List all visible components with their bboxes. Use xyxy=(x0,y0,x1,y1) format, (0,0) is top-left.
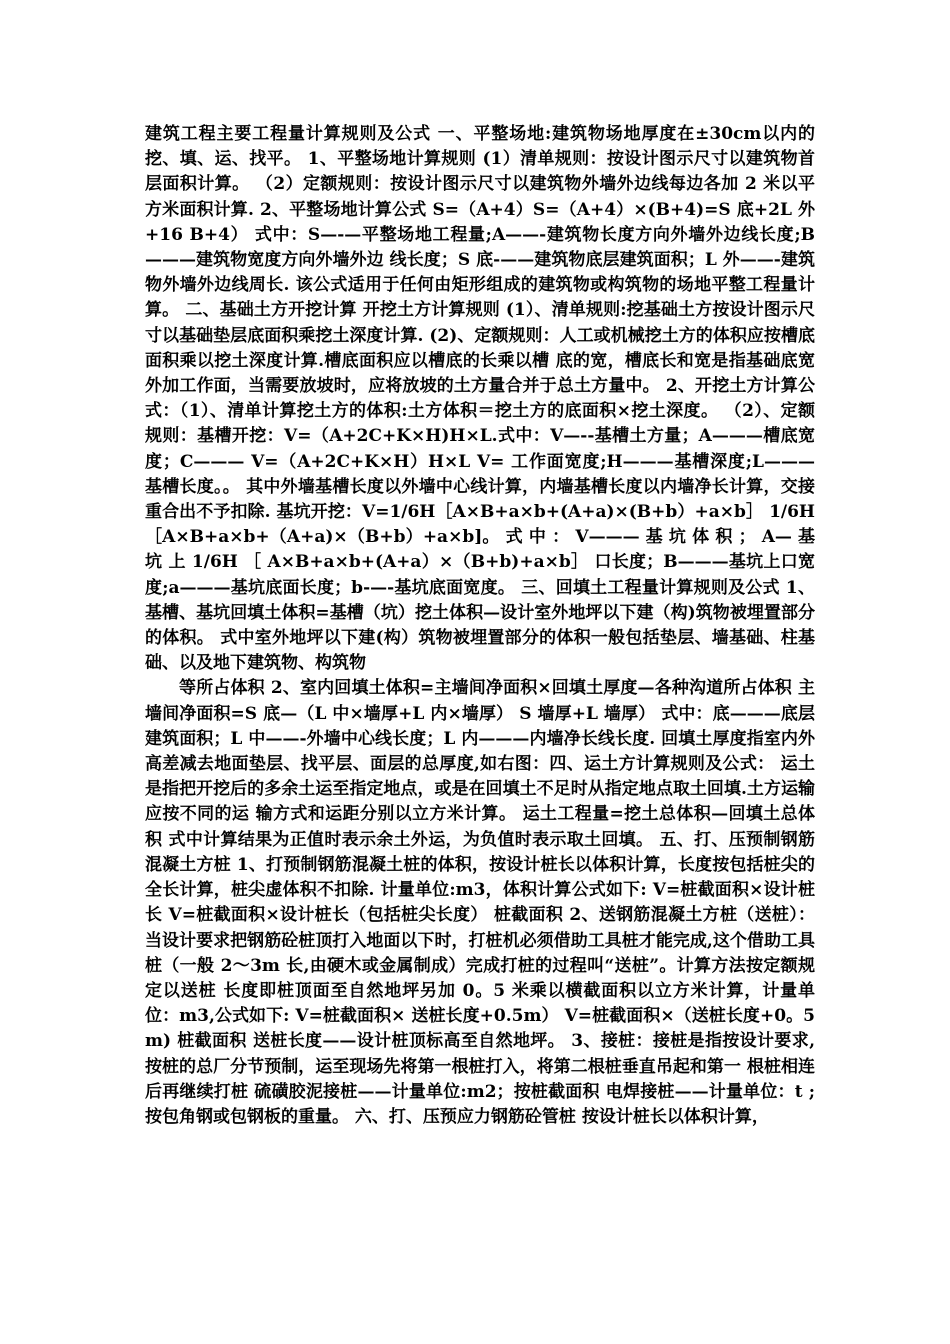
document-body xyxy=(145,122,815,1130)
body-paragraph-2: 等所占体积 2、室内回填土体积=主墙间净面积×回填土厚度—各种沟道所占体积 主墙间净面积=S 底—（L 中×墙厚+L 内×墙厚） S 墙厚+L 墙厚） 式中：底———底层建筑面积；L 中——-外墙中心线长度；L 内———内墙净长线长度. 回填土厚度指室内外高差减去地面垫层、找平层、面层的总厚度,如右图：四、运土方计算规则及公式： 运土是指把开挖后的多余土运至指定地点，或是在回填土不足时从指定地点取土回填.土方运输应按不同的运 输方式和运距分别以立方米计算。 运土工程量=挖土总体积—回填土总体积 式中计算结果为正值时表示余土外运，为负值时表示取土回填。 五、打、压预制钢筋混凝土方桩 1、打预制钢筋混凝土桩的体积，按设计桩长以体积计算，长度按包括桩尖的全长计算，桩尖虚体积不扣除. 计量单位:m3，体积计算公式如下: V=桩截面积×设计桩长 V=桩截面积×设计桩长（包括桩尖长度） 桩截面积 2、送钢筋混凝土方桩（送桩）：当设计要求把钢筋砼桩顶打入地面以下时，打桩机必须借助工具桩才能完成,这个借助工具桩（一般 2～3m 长,由硬木或金属制成）完成打桩的过程叫“送桩”。计算方法按定额规定以送桩 长度即桩顶面至自然地坪另加 0。5 米乘以横截面积以立方米计算，计量单位：m3,公式如下: V=桩截面积× 送桩长度+0.5m） V=桩截面积×（送桩长度+0。5m) 桩截面积 送桩长度——设计桩顶标高至自然地坪。 3、接桩：接桩是指按设计要求,按桩的总厂分节预制，运至现场先将第一根桩打入，将第二根桩垂直吊起和第一 根桩相连后再继续打桩 硫磺胶泥接桩——计量单位:m2；按桩截面积 电焊接桩——计量单位：t ;按包角钢或包钢板的重量。 六、打、压预应力钢筋砼管桩 按设计桩长以体积计算， xyxy=(145,678,815,1127)
body-paragraph-1: 建筑工程主要工程量计算规则及公式 一、平整场地:建筑物场地厚度在±30cm以内的挖、填、运、找平。 1、平整场地计算规则 (1）清单规则：按设计图示尺寸以建筑物首层面积计算。 （2）定额规则：按设计图示尺寸以建筑物外墙外边线每边各加 2 米以平方米面积计算. 2、平整场地计算公式 S=（A+4）S=（A+4）×(B+4)=S 底+2L 外+16 B+4） 式中：S—-—平整场地工程量;A——-建筑物长度方向外墙外边线长度;B———建筑物宽度方向外墙外边 线长度；S 底-——建筑物底层建筑面积；L 外——-建筑物外墙外边线周长. 该公式适用于任何由矩形组成的建筑物或构筑物的场地平整工程量计算。 二、基础土方开挖计算 开挖土方计算规则 (1）、清单规则:挖基础土方按设计图示尺寸以基础垫层底面积乘挖土深度计算. (2)、定额规则：人工或机械挖土方的体积应按槽底面积乘以挖土深度计算.槽底面积应以槽底的长乘以槽 底的宽，槽底长和宽是指基础底宽外加工作面，当需要放坡时，应将放坡的土方量合并于总土方量中。 2、开挖土方计算公式：（1）、清单计算挖土方的体积:土方体积＝挖土方的底面积×挖土深度。 （2）、定额规则：基槽开挖：V=（A+2C+K×H)H×L.式中：V—--基槽土方量；A———槽底宽度；C——— V=（A+2C+K×H）H×L V= 工作面宽度;H———基槽深度;L———基槽长度。。 其中外墙基槽长度以外墙中心线计算，内墙基槽长度以内墙净长计算，交接重合出不予扣除. 基坑开挖：V=1/6H［A×B+a×b+(A+a)×(B+b）+a×b］ 1/6H［A×B+a×b+（A+a)×（B+b）+a×b]。 式 中 ： V——— 基 坑 体 积 ； A— 基 坑 上 1/6H ［ A×B+a×b+(A+a）×（B+b)+a×b］ 口长度；B———基坑上口宽度;a———基坑底面长度；b-—-基坑底面宽度。 三、回填土工程量计算规则及公式 1、基槽、基坑回填土体积=基槽（坑）挖土体积—设计室外地坪以下建（构)筑物被埋置部分的体积。 式中室外地坪以下建(构）筑物被埋置部分的体积一般包括垫层、墙基础、柱基础、以及地下建筑物、构筑物 xyxy=(145,124,815,674)
